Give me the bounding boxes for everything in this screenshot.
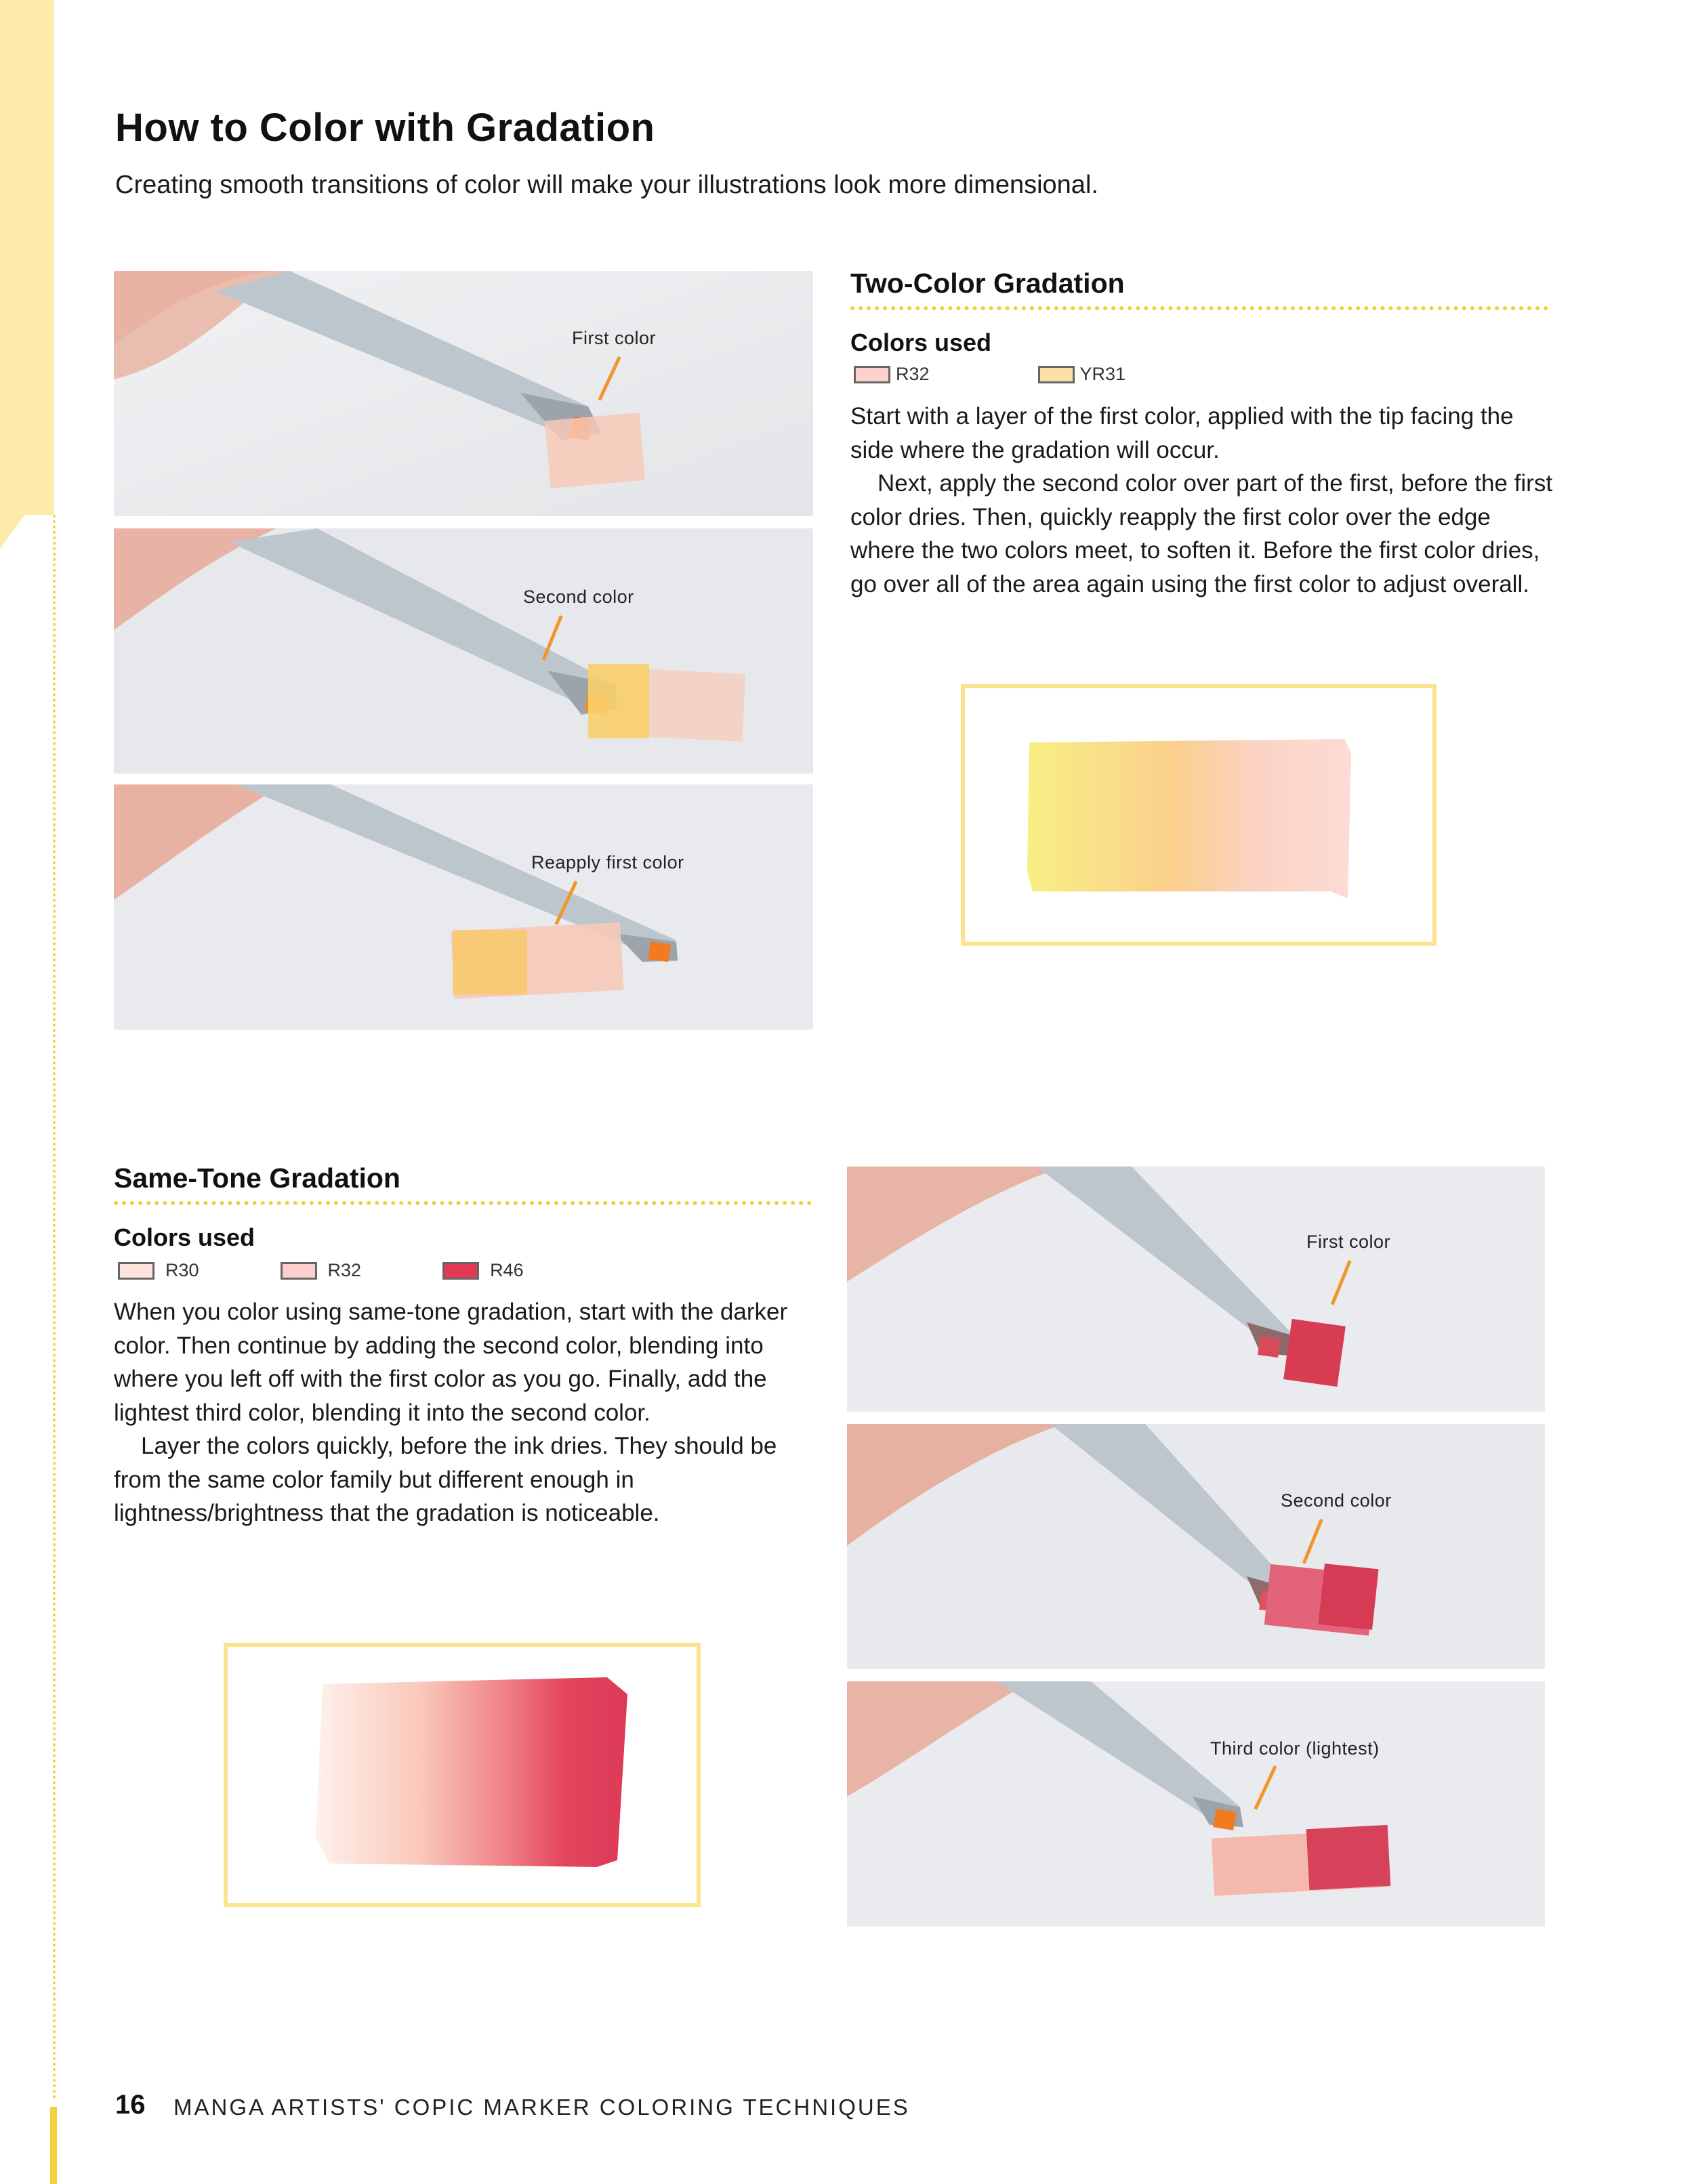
two-color-gradation-sample (961, 684, 1437, 946)
two-color-heading: Two-Color Gradation (850, 268, 1125, 299)
photo-two-color-step-1 (114, 271, 813, 516)
two-color-body (850, 400, 1555, 601)
photo-same-tone-step-3 (847, 1681, 1545, 1927)
page-number: 16 (115, 2090, 146, 2120)
swatch-r32 (854, 366, 890, 383)
swatch-r46 (442, 1262, 479, 1280)
section-divider (114, 1201, 812, 1205)
side-band-bottom-bar (50, 2107, 57, 2184)
swatch-label: R32 (896, 364, 930, 384)
swatch-label: R46 (490, 1260, 524, 1280)
swatch-label: YR31 (1079, 364, 1126, 384)
side-band-yellow (0, 0, 54, 515)
swatch-r32 (281, 1262, 317, 1280)
side-dotted-line (53, 515, 56, 2100)
caption-first-color: First color (572, 328, 657, 348)
caption-second-color: Second color (1281, 1490, 1392, 1511)
swatch-r30 (118, 1262, 154, 1280)
caption-third-color-lightest: Third color (lightest) (1210, 1738, 1380, 1759)
side-band-corner (0, 474, 54, 549)
two-color-paragraph-1: Start with a layer of the first color, applied with the tip facing the side where the gradation will occur. (850, 403, 1514, 463)
caption-second-color: Second color (523, 587, 634, 607)
same-tone-paragraph-2: Layer the colors quickly, before the ink dries. They should be from the same color family but different enough in lightness/brightness that the gradation is noticeable. (114, 1433, 777, 1526)
section-divider (850, 306, 1548, 310)
swatch-yr31 (1038, 366, 1075, 383)
photo-two-color-step-3 (114, 784, 813, 1030)
same-tone-body (114, 1295, 791, 1530)
page-subtitle: Creating smooth transitions of color will make your illustrations look more dimensional. (115, 171, 1098, 199)
caption-first-color: First color (1306, 1232, 1391, 1252)
caption-reapply-first-color: Reapply first color (531, 852, 684, 873)
same-tone-swatches (118, 1260, 524, 1281)
page-title: How to Color with Gradation (115, 106, 655, 150)
same-tone-paragraph-1: When you color using same-tone gradation, start with the darker color. Then continue by adding the second color, blending into where you left off with the first color as you go. Finally, add the lightest third color, blending it into the second color. (114, 1299, 788, 1426)
photo-two-color-step-2 (114, 528, 813, 774)
two-color-paragraph-2: Next, apply the second color over part of the first, before the first color dries. Then, quickly reapply the first color over the edge where the two colors meet, to soften it. Before the first color dries, go over all of the area again using the first color to adjust overall. (850, 470, 1553, 597)
swatch-label: R32 (327, 1260, 362, 1280)
same-tone-gradation-sample (224, 1643, 701, 1907)
two-color-colors-used-label: Colors used (850, 329, 992, 356)
two-color-swatches (854, 364, 1125, 385)
photo-same-tone-step-1 (847, 1167, 1545, 1412)
running-footer-title: MANGA ARTISTS' COPIC MARKER COLORING TECHNIQUES (173, 2095, 910, 2120)
same-tone-heading: Same-Tone Gradation (114, 1162, 400, 1194)
photo-same-tone-step-2 (847, 1424, 1545, 1669)
same-tone-colors-used-label: Colors used (114, 1223, 255, 1251)
swatch-label: R30 (165, 1260, 199, 1280)
